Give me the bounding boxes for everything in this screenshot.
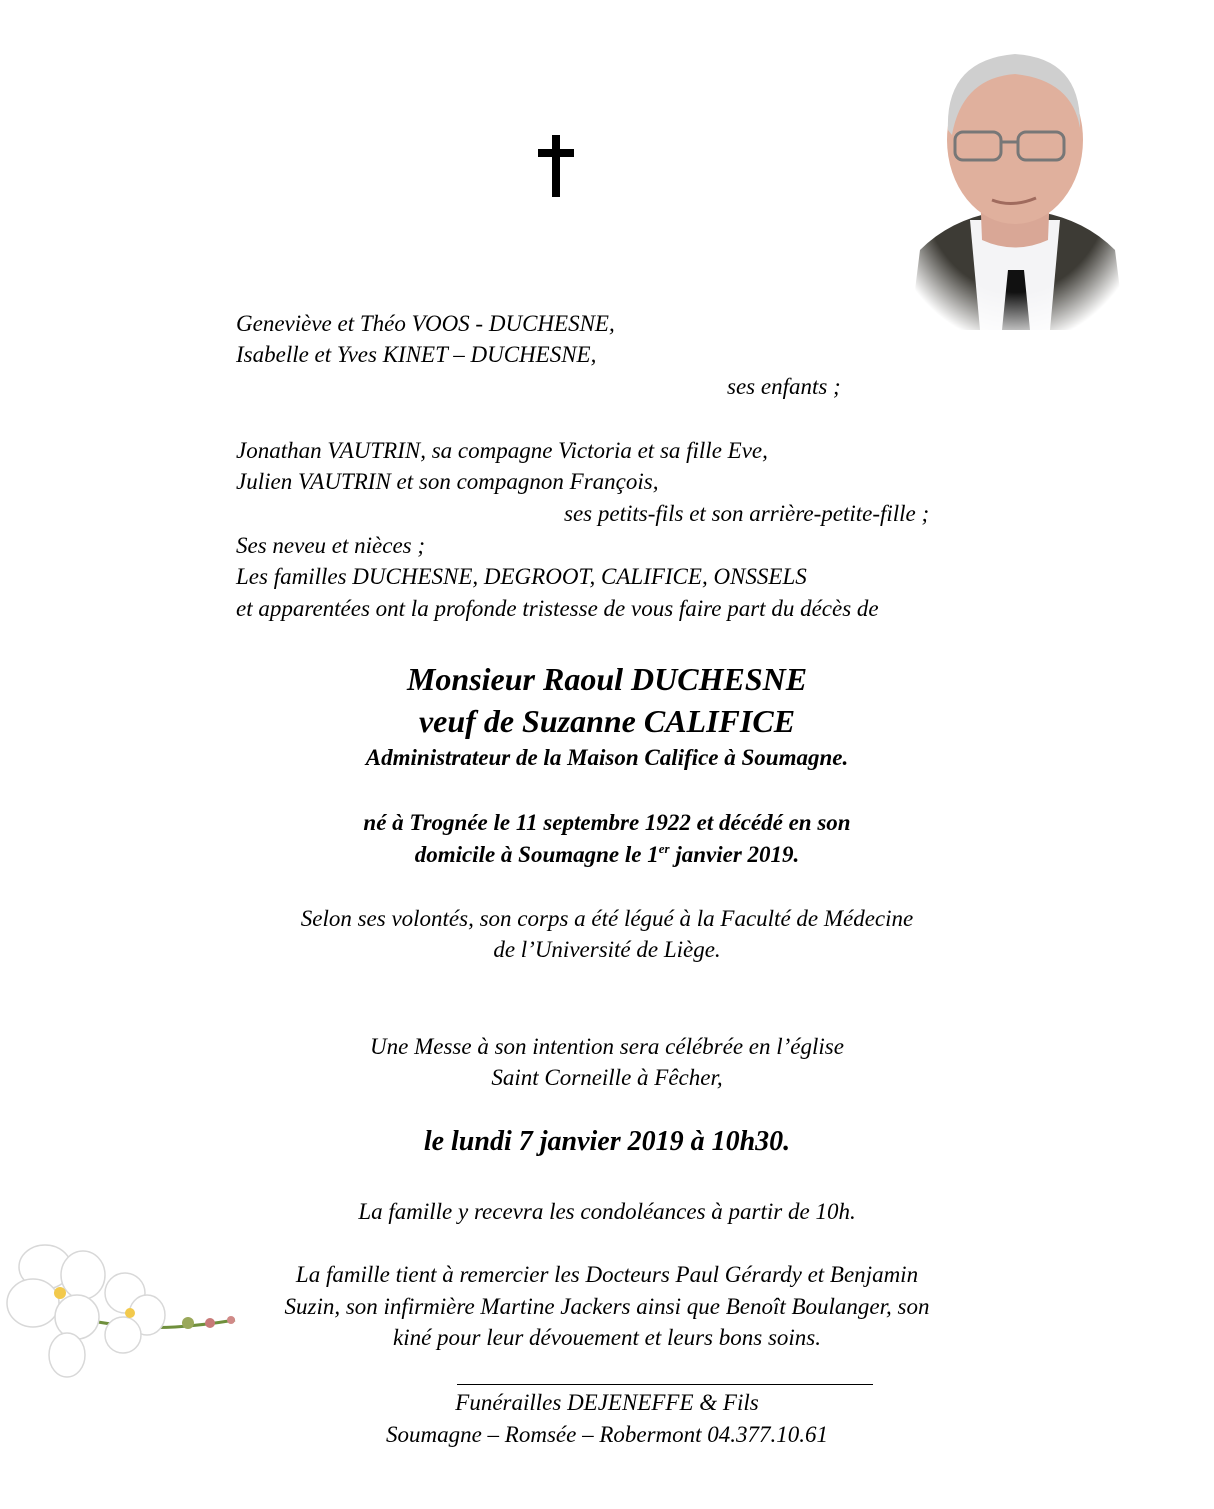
- birth-death-superscript: er: [658, 841, 670, 856]
- mass-line-1: Une Messe à son intention sera célébrée en l’église: [370, 1034, 844, 1059]
- mass-line-2: Saint Corneille à Fêcher,: [491, 1065, 723, 1090]
- orchid-icon: [5, 1235, 240, 1385]
- thanks-line-3: kiné pour leur dévouement et leurs bons soins.: [393, 1325, 821, 1350]
- other-line-3: et apparentées ont la profonde tristesse de vous faire part du décès de: [236, 596, 879, 621]
- donation-line-1: Selon ses volontés, son corps a été légué à la Faculté de Médecine: [300, 906, 914, 931]
- mass-date: le lundi 7 janvier 2019 à 10h30.: [423, 1126, 791, 1157]
- deceased-name: Monsieur Raoul DUCHESNE: [406, 661, 808, 697]
- grandchildren-line-1: Jonathan VAUTRIN, sa compagne Victoria et sa fille Eve,: [236, 438, 768, 463]
- donation-line-2: de l’Université de Liège.: [493, 937, 721, 962]
- funeral-home-name: Funérailles DEJENEFFE & Fils: [455, 1390, 759, 1415]
- birth-death-line-2-b: janvier 2019.: [669, 842, 800, 867]
- thanks-line-1: La famille tient à remercier les Docteurs Paul Gérardy et Benjamin: [295, 1262, 919, 1287]
- grandchildren-role: ses petits-fils et son arrière-petite-fille ;: [564, 501, 930, 526]
- grandchildren-line-2: Julien VAUTRIN et son compagnon François,: [236, 469, 659, 494]
- birth-death-line-2: [0, 839, 1214, 871]
- cross-icon: [538, 135, 574, 197]
- other-line-1: Ses neveu et nièces ;: [236, 533, 426, 558]
- birth-death-line-2-a: domicile à Soumagne le 1: [414, 842, 659, 867]
- deceased-title: Administrateur de la Maison Califice à Soumagne.: [365, 745, 849, 770]
- funeral-home-locations: Soumagne – Romsée – Robermont 04.377.10.61: [385, 1422, 829, 1447]
- children-line-2: Isabelle et Yves KINET – DUCHESNE,: [236, 342, 597, 367]
- children-line-1: Geneviève et Théo VOOS - DUCHESNE,: [236, 311, 615, 336]
- condolences-text: La famille y recevra les condoléances à partir de 10h.: [358, 1199, 856, 1224]
- thanks-line-2: Suzin, son infirmière Martine Jackers ainsi que Benoît Boulanger, son: [284, 1294, 930, 1319]
- children-role: ses enfants ;: [727, 374, 841, 399]
- portrait-photo: [900, 40, 1132, 330]
- deceased-widower: veuf de Suzanne CALIFICE: [418, 703, 796, 739]
- other-line-2: Les familles DUCHESNE, DEGROOT, CALIFICE, ONSSELS: [236, 564, 807, 589]
- birth-death-line-1: né à Trognée le 11 septembre 1922 et décédé en son: [363, 810, 851, 835]
- divider: [457, 1384, 873, 1385]
